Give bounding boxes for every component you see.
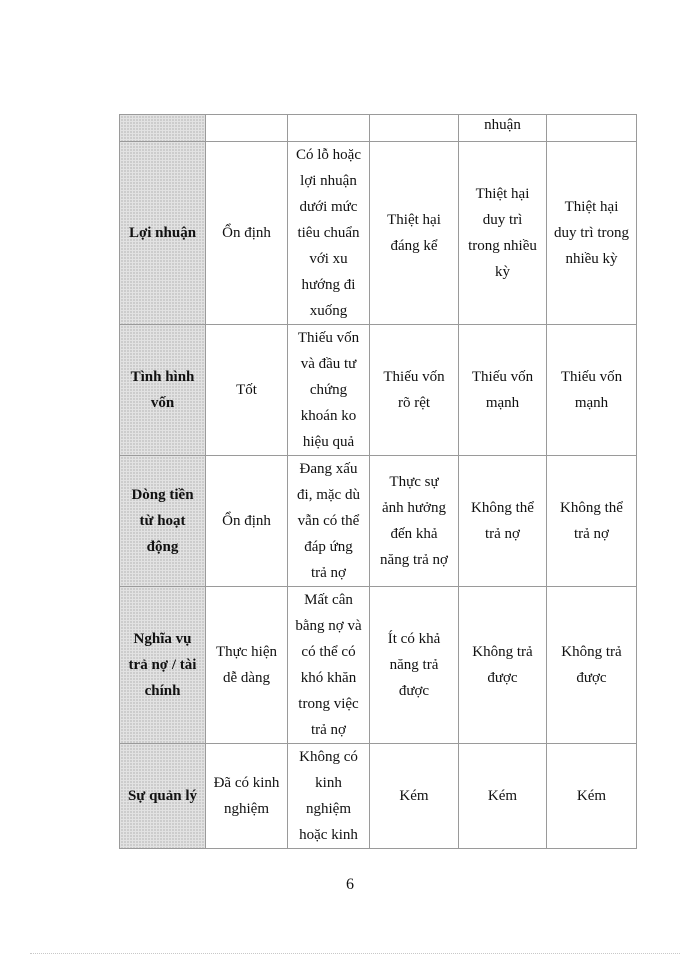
table-row-tinh-hinh-von xyxy=(120,325,637,456)
table-cell: Ít có khả năng trả được xyxy=(370,587,459,744)
table-cell xyxy=(370,115,459,142)
row-label-cell: Nghĩa vụ trả nợ / tài chính xyxy=(120,587,206,744)
table-cell xyxy=(288,115,370,142)
row-label-cell: Dòng tiền từ hoạt động xyxy=(120,456,206,587)
table-cell: Thiếu vốn mạnh xyxy=(547,325,637,456)
table-cell: Kém xyxy=(547,744,637,849)
table-row-su-quan-ly xyxy=(120,744,637,849)
table-row-continuation xyxy=(120,115,637,142)
row-label-cell: Lợi nhuận xyxy=(120,142,206,325)
table-cell: Thiệt hại duy trì trong nhiều kỳ xyxy=(547,142,637,325)
table-cell: Không trả được xyxy=(459,587,547,744)
table-cell xyxy=(547,115,637,142)
table-cell: Ổn định xyxy=(206,142,288,325)
table-cell: Không thể trả nợ xyxy=(547,456,637,587)
row-label-cell: Tình hình vốn xyxy=(120,325,206,456)
table-cell xyxy=(206,115,288,142)
table-row-dong-tien xyxy=(120,456,637,587)
table-cell: Thực hiện dễ dàng xyxy=(206,587,288,744)
page-number: 6 xyxy=(346,876,354,893)
table-cell: Không thể trả nợ xyxy=(459,456,547,587)
table-row-nghia-vu-tra-no xyxy=(120,587,637,744)
table-row-loi-nhuan xyxy=(120,142,637,325)
table-cell: Không có kinh nghiệm hoặc kinh xyxy=(288,744,370,849)
table-cell: Mất cân bằng nợ và có thể có khó khăn trong việc trả nợ xyxy=(288,587,370,744)
table-cell: nhuận xyxy=(459,115,547,142)
table-cell: Thực sự ảnh hưởng đến khả năng trả nợ xyxy=(370,456,459,587)
table-cell: Không trả được xyxy=(547,587,637,744)
table-cell: Đang xấu đi, mặc dù vẫn có thể đáp ứng trả nợ xyxy=(288,456,370,587)
table-cell: Thiệt hại đáng kể xyxy=(370,142,459,325)
rating-criteria-table xyxy=(119,114,637,849)
table-cell: Kém xyxy=(370,744,459,849)
table-cell: Thiếu vốn rõ rệt xyxy=(370,325,459,456)
table-cell: Ổn định xyxy=(206,456,288,587)
table-cell: Kém xyxy=(459,744,547,849)
page-bottom-divider xyxy=(30,953,680,954)
table-cell: Thiếu vốn mạnh xyxy=(459,325,547,456)
row-label-cell: Sự quản lý xyxy=(120,744,206,849)
table-cell: Tốt xyxy=(206,325,288,456)
table-cell: Thiếu vốn và đầu tư chứng khoán ko hiệu quả xyxy=(288,325,370,456)
table-cell: Đã có kinh nghiệm xyxy=(206,744,288,849)
table-cell: Thiệt hại duy trì trong nhiều kỳ xyxy=(459,142,547,325)
table-cell: Có lỗ hoặc lợi nhuận dưới mức tiêu chuẩn với xu hướng đi xuống xyxy=(288,142,370,325)
row-label-cell xyxy=(120,115,206,142)
